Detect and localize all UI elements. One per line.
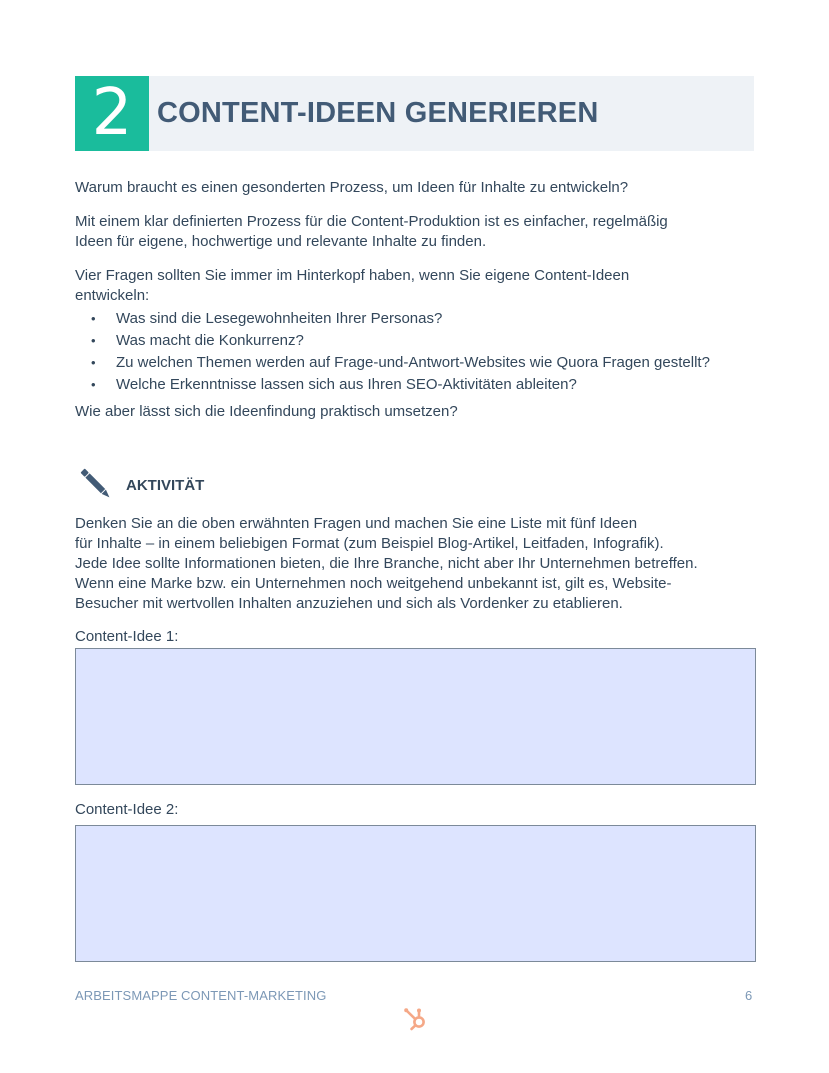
list-item-text: Was macht die Konkurrenz?: [116, 332, 304, 349]
intro-paragraph-1: [75, 212, 765, 252]
question-list: [75, 308, 710, 396]
list-item: [75, 352, 710, 374]
intro-paragraph-1-line: Ideen für eigene, hochwertige und relevante Inhalte zu finden.: [75, 233, 487, 250]
list-item: [75, 374, 710, 396]
content-idea-1-field[interactable]: [75, 648, 756, 785]
page-title: CONTENT-IDEEN GENERIEREN: [157, 97, 599, 129]
activity-text: [75, 514, 765, 614]
activity-text-line: Denken Sie an die oben erwähnten Fragen und machen Sie eine Liste mit fünf Ideen: [75, 515, 638, 532]
activity-text-line: Wenn eine Marke bzw. ein Unternehmen noch weitgehend unbekannt ist, gilt es, Website-: [75, 575, 672, 592]
activity-heading: AKTIVITÄT: [126, 477, 205, 494]
list-item-text: Zu welchen Themen werden auf Frage-und-Antwort-Websites wie Quora Fragen gestellt?: [116, 354, 710, 371]
hubspot-logo-icon: [403, 1006, 429, 1032]
intro-paragraph-1-line: Mit einem klar definierten Prozess für die Content-Produktion ist es einfacher, regelmäßig: [75, 213, 668, 230]
intro-closing: Wie aber lässt sich die Ideenfindung praktisch umsetzen?: [75, 403, 458, 420]
list-item: [75, 308, 710, 330]
bullet-icon: •: [91, 355, 96, 370]
list-item-text: Welche Erkenntnisse lassen sich aus Ihren SEO-Aktivitäten ableiten?: [116, 376, 577, 393]
intro-paragraph-2: [75, 266, 765, 306]
section-number: 2: [75, 76, 149, 151]
bullet-icon: •: [91, 311, 96, 326]
content-idea-1-label: Content-Idee 1:: [75, 628, 179, 645]
footer-title: ARBEITSMAPPE CONTENT-MARKETING: [75, 988, 327, 1003]
page-number: 6: [745, 988, 753, 1003]
content-idea-2-field[interactable]: [75, 825, 756, 962]
intro-paragraph-2-line: entwickeln:: [75, 287, 150, 304]
activity-text-line: Besucher mit wertvollen Inhalten anzuziehen und sich als Vordenker zu etablieren.: [75, 595, 623, 612]
section-header: [75, 76, 754, 151]
pencil-icon: [78, 466, 114, 502]
intro-question: Warum braucht es einen gesonderten Prozess, um Ideen für Inhalte zu entwickeln?: [75, 179, 629, 196]
list-item: [75, 330, 710, 352]
intro-paragraph-2-line: Vier Fragen sollten Sie immer im Hinterkopf haben, wenn Sie eigene Content-Ideen: [75, 267, 630, 284]
bullet-icon: •: [91, 333, 96, 348]
list-item-text: Was sind die Lesegewohnheiten Ihrer Personas?: [116, 310, 443, 327]
bullet-icon: •: [91, 377, 96, 392]
activity-text-line: Jede Idee sollte Informationen bieten, die Ihre Branche, nicht aber Ihr Unternehmen betreffen.: [75, 555, 698, 572]
content-idea-2-label: Content-Idee 2:: [75, 801, 179, 818]
activity-text-line: für Inhalte – in einem beliebigen Format (zum Beispiel Blog-Artikel, Leitfaden, Infografik).: [75, 535, 664, 552]
